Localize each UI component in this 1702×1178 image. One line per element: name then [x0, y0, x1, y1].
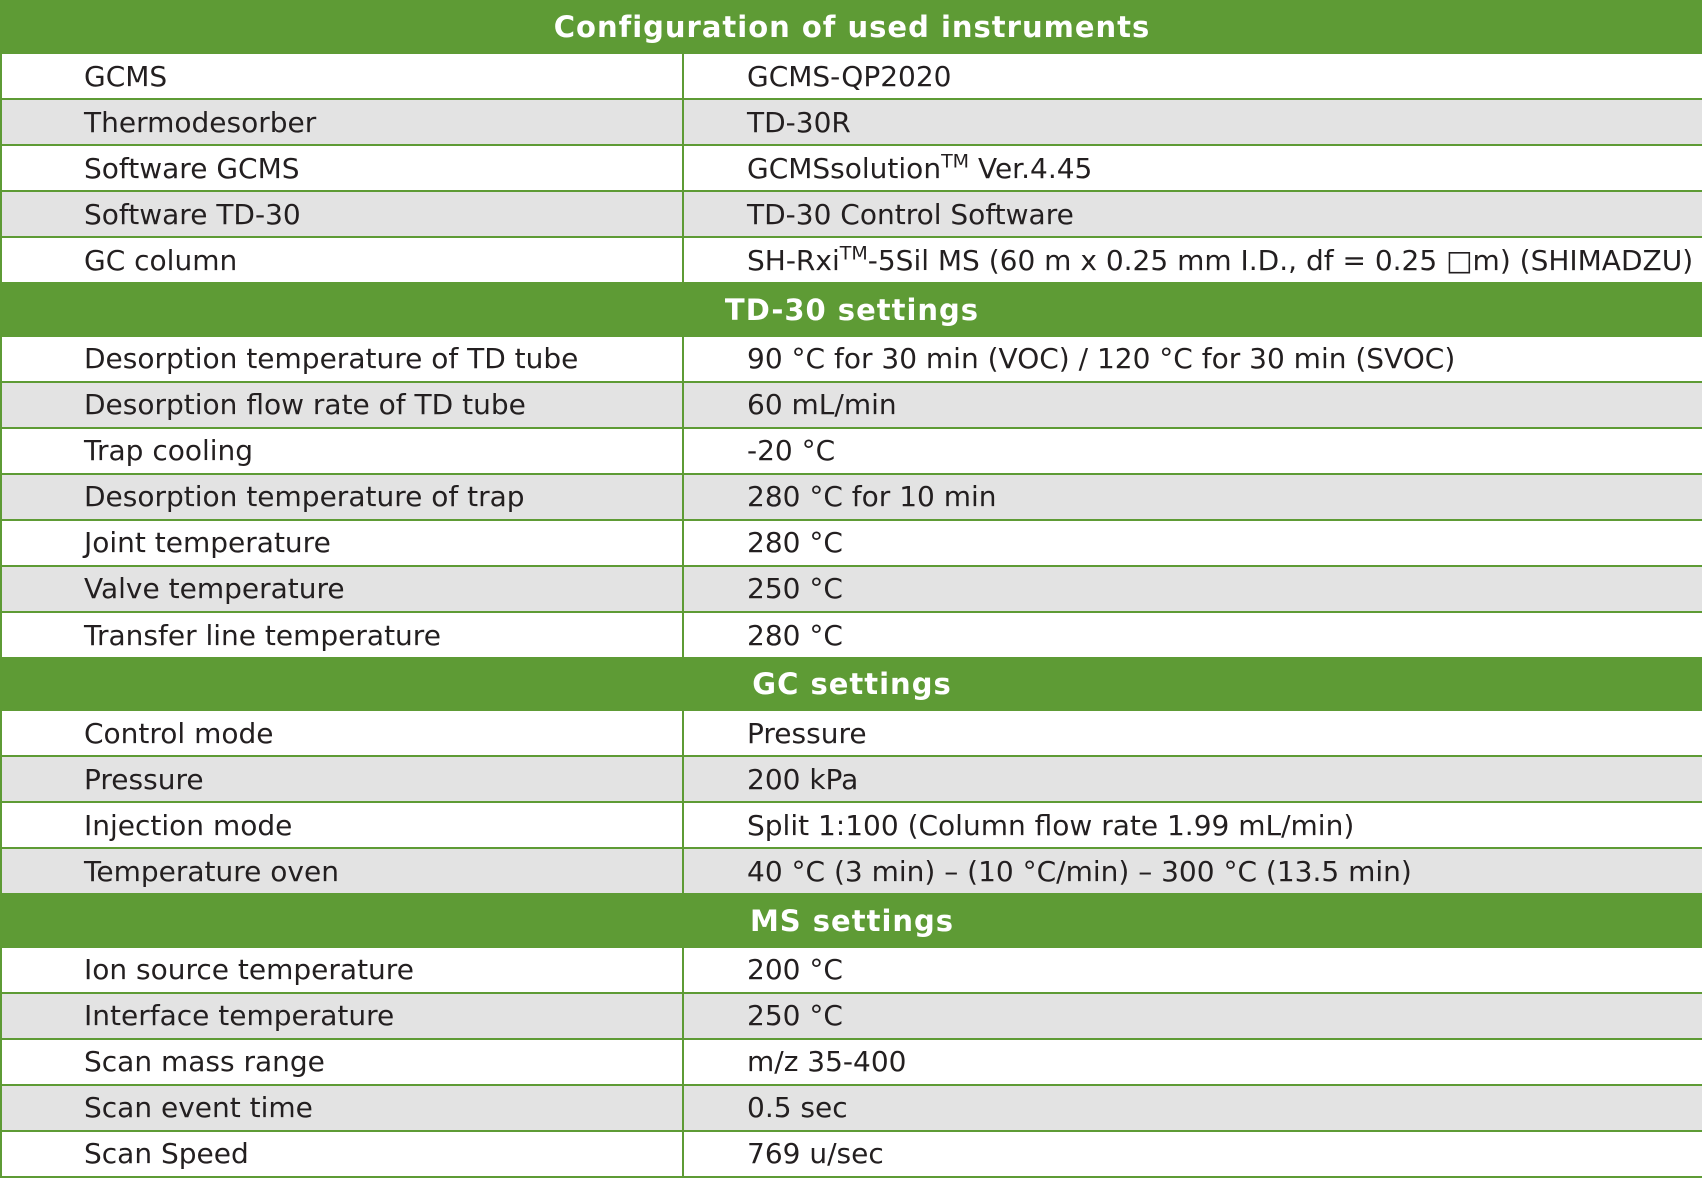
section-title: GC settings	[1, 658, 1702, 710]
value-text: GCMSsolution	[747, 151, 942, 185]
section-title: TD-30 settings	[1, 283, 1702, 335]
row-label: Injection mode	[1, 802, 683, 848]
row-label: Interface temperature	[1, 993, 683, 1039]
table-row	[1, 1131, 1702, 1177]
row-label: Scan mass range	[1, 1039, 683, 1085]
table-row	[1, 191, 1702, 237]
row-value: 60 mL/min	[683, 382, 1702, 428]
row-label: Valve temperature	[1, 566, 683, 612]
section-title: MS settings	[1, 894, 1702, 946]
table-row	[1, 428, 1702, 474]
table-row	[1, 756, 1702, 802]
row-label: Software TD-30	[1, 191, 683, 237]
row-value: 200 °C	[683, 947, 1702, 993]
table-row	[1, 993, 1702, 1039]
row-value: Pressure	[683, 710, 1702, 756]
table-row	[1, 520, 1702, 566]
row-value	[683, 237, 1702, 283]
row-value: 280 °C	[683, 612, 1702, 658]
section-header-row	[1, 1, 1702, 53]
table-row	[1, 1085, 1702, 1131]
row-label: Software GCMS	[1, 145, 683, 191]
row-value: m/z 35-400	[683, 1039, 1702, 1085]
section-header-row	[1, 283, 1702, 335]
row-label: Trap cooling	[1, 428, 683, 474]
trademark-mark: TM	[839, 242, 868, 265]
table-row	[1, 848, 1702, 894]
row-value: 769 u/sec	[683, 1131, 1702, 1177]
row-value: 90 °C for 30 min (VOC) / 120 °C for 30 min (SVOC)	[683, 336, 1702, 382]
row-value: 250 °C	[683, 566, 1702, 612]
row-value: 40 °C (3 min) – (10 °C/min) – 300 °C (13.5 min)	[683, 848, 1702, 894]
row-label: Desorption temperature of trap	[1, 474, 683, 520]
row-label: Transfer line temperature	[1, 612, 683, 658]
row-value: 280 °C for 10 min	[683, 474, 1702, 520]
row-label: Scan event time	[1, 1085, 683, 1131]
row-label: Scan Speed	[1, 1131, 683, 1177]
row-label: Temperature oven	[1, 848, 683, 894]
value-text: -5Sil MS (60 m x 0.25 mm I.D., df = 0.25 □m) (SHIMADZU)	[867, 243, 1694, 277]
row-label: Joint temperature	[1, 520, 683, 566]
section-header-row	[1, 658, 1702, 710]
row-label: Pressure	[1, 756, 683, 802]
row-label: GCMS	[1, 53, 683, 99]
table-row	[1, 947, 1702, 993]
table-row	[1, 99, 1702, 145]
row-label: GC column	[1, 237, 683, 283]
table-row	[1, 566, 1702, 612]
row-value: GCMS-QP2020	[683, 53, 1702, 99]
table-row	[1, 382, 1702, 428]
table-row	[1, 612, 1702, 658]
row-value: -20 °C	[683, 428, 1702, 474]
row-value: TD-30 Control Software	[683, 191, 1702, 237]
row-label: Ion source temperature	[1, 947, 683, 993]
row-value: 200 kPa	[683, 756, 1702, 802]
section-title: Configuration of used instruments	[1, 1, 1702, 53]
row-label: Desorption temperature of TD tube	[1, 336, 683, 382]
value-text: SH-Rxi	[747, 243, 840, 277]
row-value: TD-30R	[683, 99, 1702, 145]
table-row	[1, 474, 1702, 520]
table-row	[1, 1039, 1702, 1085]
row-label: Thermodesorber	[1, 99, 683, 145]
section-header-row	[1, 894, 1702, 946]
row-value: 280 °C	[683, 520, 1702, 566]
row-value: Split 1:100 (Column flow rate 1.99 mL/min)	[683, 802, 1702, 848]
row-label: Desorption flow rate of TD tube	[1, 382, 683, 428]
value-text: Ver.4.45	[969, 151, 1093, 185]
table-row	[1, 336, 1702, 382]
row-value: 0.5 sec	[683, 1085, 1702, 1131]
table-row	[1, 53, 1702, 99]
row-value	[683, 145, 1702, 191]
row-value: 250 °C	[683, 993, 1702, 1039]
table-row	[1, 145, 1702, 191]
trademark-mark: TM	[941, 150, 970, 173]
row-label: Control mode	[1, 710, 683, 756]
table-row	[1, 710, 1702, 756]
table-row	[1, 802, 1702, 848]
table-row	[1, 237, 1702, 283]
